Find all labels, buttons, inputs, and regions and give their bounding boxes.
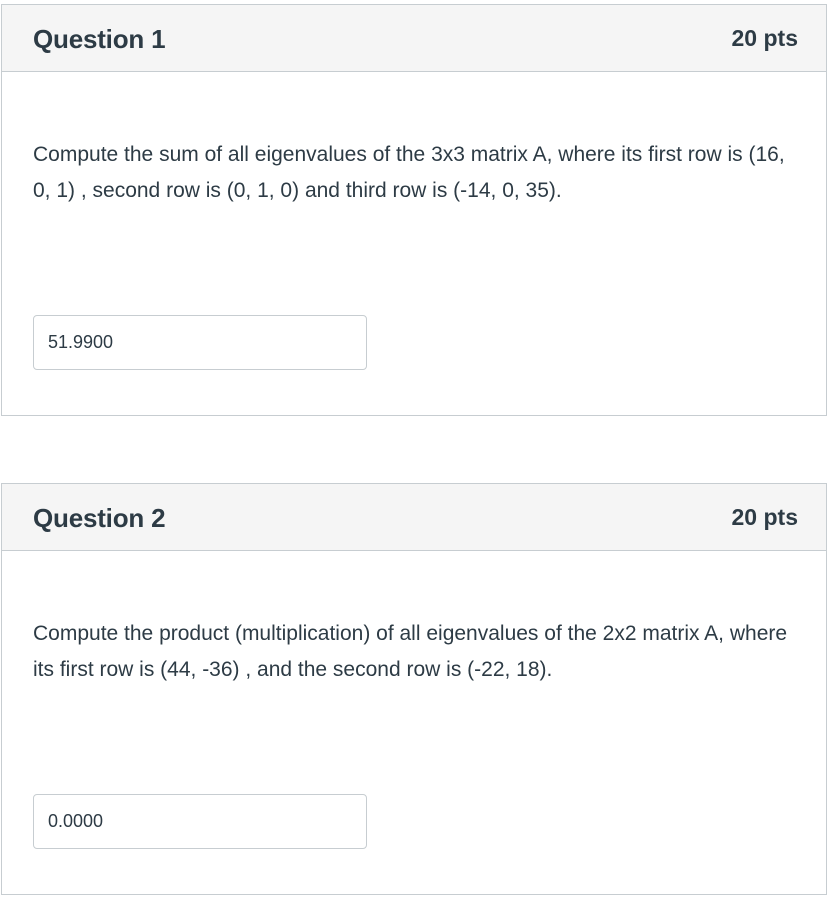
question-header <box>2 5 826 72</box>
question-text: Compute the sum of all eigenvalues of the 3x3 matrix A, where its first row is (16, 0, 1) , second row is (0, 1, 0) and third row is (-14, 0, 35). <box>33 143 785 202</box>
question-points: 20 pts <box>731 25 798 51</box>
answer-input[interactable] <box>33 315 367 370</box>
question-text: Compute the product (multiplication) of all eigenvalues of the 2x2 matrix A, where its first row is (44, -36) , and the second row is (-22, 18). <box>33 622 788 681</box>
question-header <box>2 484 826 551</box>
question-points: 20 pts <box>731 504 798 530</box>
question-card-2 <box>1 483 827 895</box>
question-card-1 <box>1 4 827 416</box>
question-title: Question 2 <box>33 503 166 533</box>
question-title: Question 1 <box>33 24 166 54</box>
answer-input[interactable] <box>33 794 367 849</box>
